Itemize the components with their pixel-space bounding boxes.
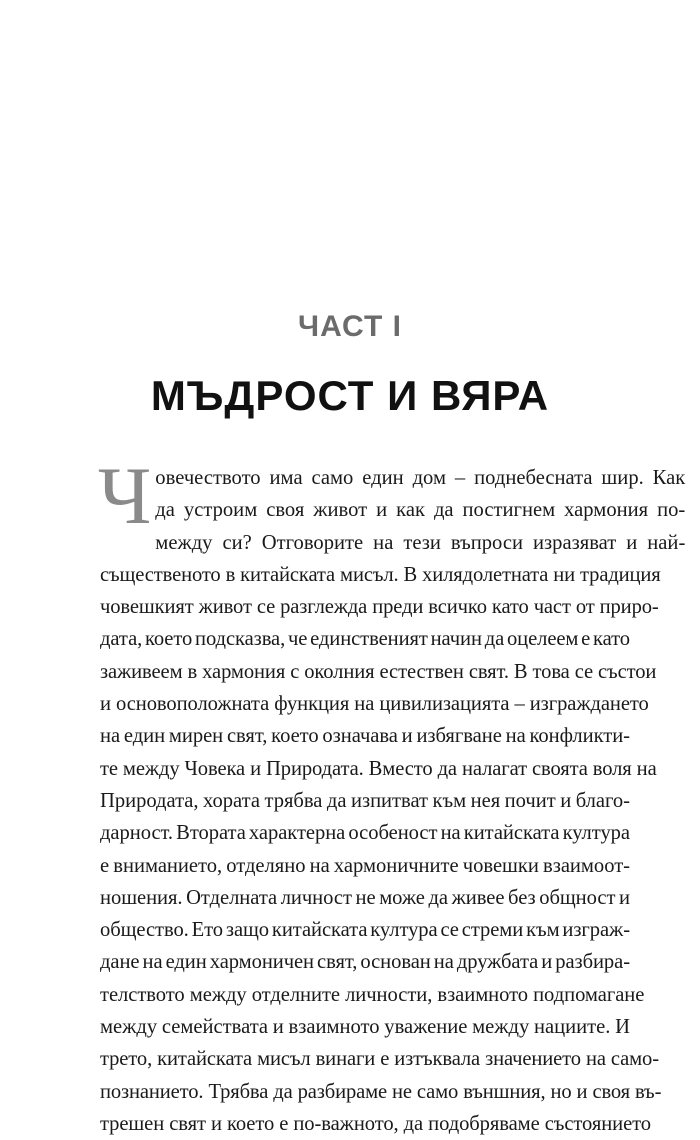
text-line: Природата, хората трябва да изпитват към нея почит и благо-: [100, 789, 630, 812]
opening-paragraph: [98, 450, 686, 1140]
text-line: дарност. Втората характерна особеност на китайската култура: [100, 822, 630, 845]
text-line: ношения. Отделната личност не може да живее без общност и: [100, 886, 630, 909]
text-line: същественото в китайската мисъл. В хилядолетната ни традиция: [100, 563, 661, 586]
text-line: дане на един хармоничен свят, основан на дружбата и разбира-: [100, 951, 630, 974]
text-line: между си? Отговорите на тези въпроси изразяват и най-: [155, 531, 686, 554]
text-line: овечеството има само един дом – поднебесната шир. Как: [155, 467, 686, 489]
text-line: трето, китайската мисъл винаги е изтъквала значението на само-: [100, 1048, 659, 1071]
text-line: е вниманието, отделяно на хармоничните човешки взаимоот-: [100, 854, 630, 877]
part-title: МЪДРОСТ И ВЯРА: [150, 372, 550, 419]
text-line: дата, което подсказва, че единственият начин да оцелеем е като: [100, 628, 630, 651]
text-line: общество. Ето защо китайската култура се стреми към изграж-: [100, 919, 630, 942]
text-line: на един мирен свят, което означава и избягване на конфликти-: [100, 725, 630, 748]
text-line: трешен свят и което е по-важното, да подобряваме състоянието: [100, 1112, 651, 1135]
text-line: човешкият живот се разглежда преди всичко като част от приро-: [100, 596, 659, 619]
part-label: ЧАСТ I: [298, 310, 402, 343]
text-line: и основоположната функция на цивилизацията – изграждането: [100, 693, 649, 716]
drop-cap: Ч: [98, 450, 152, 541]
text-line: да устроим своя живот и как да постигнем хармония по-: [155, 499, 686, 522]
text-line: заживеем в хармония с околния естествен свят. В това се състои: [100, 660, 657, 683]
text-line: между семействата и взаимното уважение между нациите. И: [100, 1016, 630, 1039]
text-line: телството между отделните личности, взаимното подпомагане: [100, 983, 645, 1006]
text-line: познанието. Трябва да разбираме не само външния, но и своя въ-: [100, 1080, 662, 1103]
body-text: [98, 450, 686, 1140]
text-line: те между Човека и Природата. Вместо да налагат своята воля на: [100, 757, 657, 780]
